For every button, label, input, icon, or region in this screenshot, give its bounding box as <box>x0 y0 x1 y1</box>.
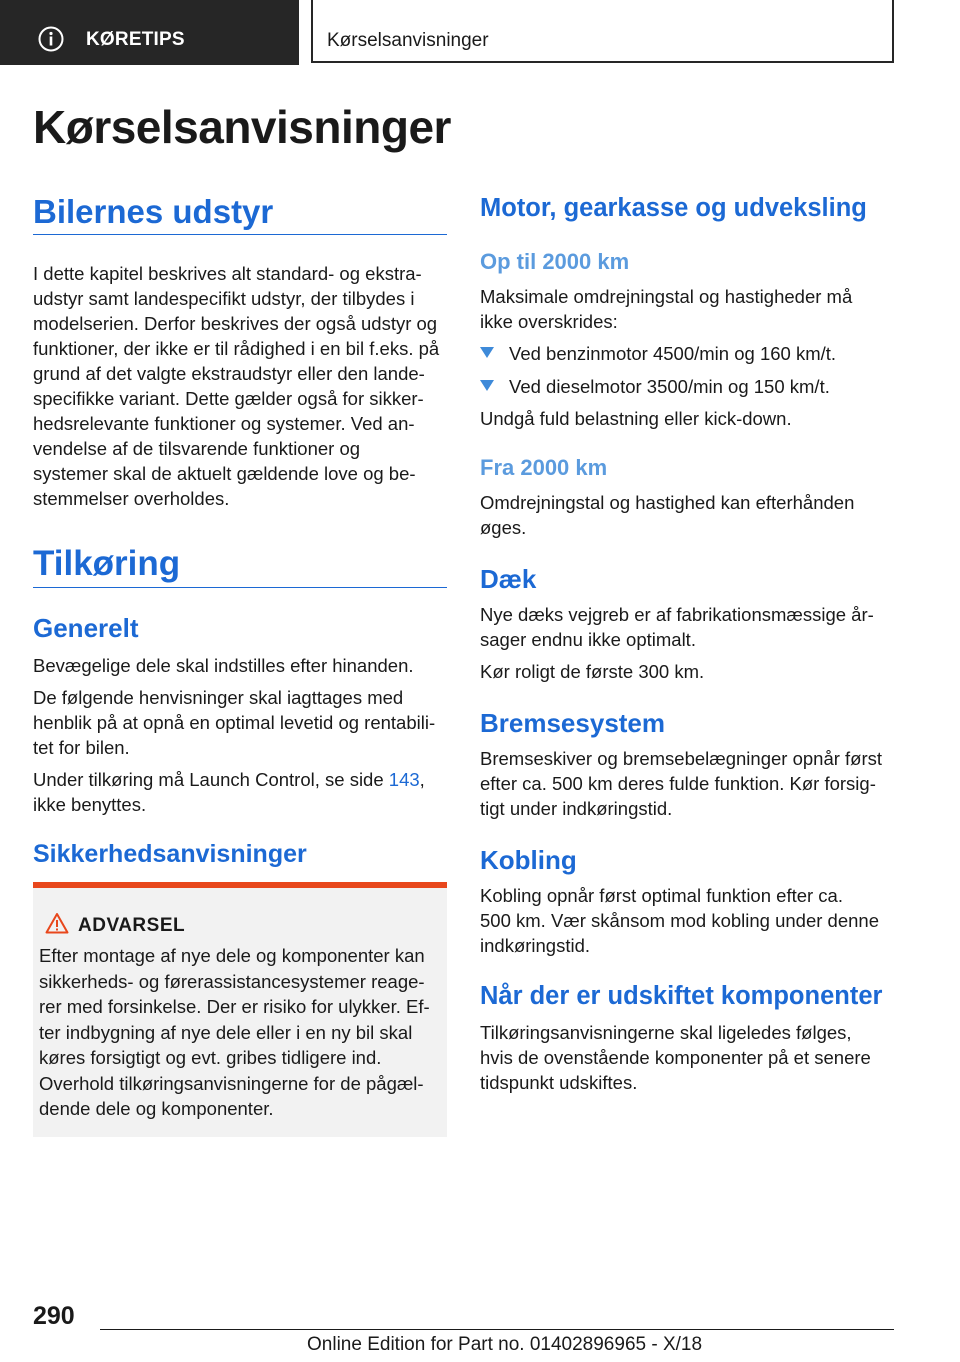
footer-divider <box>100 1329 894 1330</box>
upto-after-text: Undgå fuld belastning eller kick-down. <box>480 408 792 429</box>
tyres-p2: Kør roligt de første 300 km. <box>480 661 705 682</box>
page-number: 290 <box>33 1302 75 1330</box>
heading-tyres: Dæk <box>480 564 537 594</box>
heading-engine: Motor, gearkasse og udveksling <box>480 194 867 222</box>
heading-from-2000: Fra 2000 km <box>480 455 608 480</box>
replaced-text: Tilkøringsanvisningerne skal ligeledes følges, hvis de ovenstående komponenter på et senere tidspunkt udskiftes. <box>480 1022 871 1093</box>
upto-text: Maksimale omdrejningstal og hastigheder må ikke overskrides: <box>480 286 853 332</box>
bullet-triangle-icon <box>480 380 494 391</box>
equipment-text: I dette kapitel beskrives alt standard- og ekstra- udstyr samt landespecifikt udstyr, der tilbydes i modelserien. Derfor beskrives der også udstyr og funktioner, der ikke er til rådighed i en bil f.eks. på grund af det valgte ekstraudstyr eller den lande- specifikke variant. Dette gælder også for sikker- hedsrelevante funktioner og systemer. Ved an- vendelse af de tilsvarende funktioner og systemer skal de aktuelt gældende love og be- stemmelser overholdes. <box>33 263 440 509</box>
info-icon <box>38 26 64 52</box>
page-header <box>0 0 960 65</box>
warning-title: ADVARSEL <box>78 915 186 936</box>
warning-triangle-icon <box>45 912 69 934</box>
general-p1: Bevægelige dele skal indstilles efter hinanden. <box>33 655 414 676</box>
heading-breakin: Tilkøring <box>33 544 447 588</box>
general-p2: De følgende henvisninger skal iagttages med henblik på at opnå en optimal levetid og rentabili- tet for bilen. <box>33 687 436 758</box>
edition-text: Online Edition for Part no. 01402896965 - X/18 <box>307 1334 703 1355</box>
chapter-tab <box>311 0 894 63</box>
bullet-triangle-icon <box>480 347 494 358</box>
heading-general: Generelt <box>33 613 139 643</box>
tyres-p1: Nye dæks vejgreb er af fabrikationsmæssige år- sager endnu ikke optimalt. <box>480 604 874 650</box>
heading-equipment: Bilernes udstyr <box>33 193 447 235</box>
heading-upto-2000: Op til 2000 km <box>480 249 630 274</box>
heading-brakes: Bremsesystem <box>480 708 666 738</box>
general-p3: Under tilkøring må Launch Control, se side 143, ikke benyttes. <box>33 769 425 815</box>
chapter-title: Kørselsanvisninger <box>327 30 489 51</box>
heading-safety: Sikkerhedsanvisninger <box>33 840 307 868</box>
heading-replaced: Når der er udskiftet komponenter <box>480 982 883 1010</box>
warning-text: Efter montage af nye dele og komponenter kan sikkerheds- og førerassistancesystemer reage- rer med forsinkelse. Der er risiko for ulykker. Ef- ter indbygning af nye dele eller i en ny bil skal køres forsigtigt og evt. gribes tidligere ind. Overhold tilkøringsanvisningerne for de pågæl- dende dele og komponenter. <box>39 945 430 1119</box>
section-label: KØRETIPS <box>86 29 185 50</box>
heading-clutch: Kobling <box>480 845 577 875</box>
section-tab <box>0 0 299 65</box>
page-link-143[interactable]: 143 <box>388 769 420 790</box>
warning-box <box>33 882 447 1137</box>
clutch-text: Kobling opnår først optimal funktion efter ca. 500 km. Vær skånsom mod kobling under denne indkøringstid. <box>480 885 879 956</box>
page-title: Kørselsanvisninger <box>33 101 451 153</box>
from-text: Omdrejningstal og hastighed kan efterhånden øges. <box>480 492 855 538</box>
brakes-text: Bremseskiver og bremsebelægninger opnår først efter ca. 500 km deres fulde funktion. Kør forsig- tigt under indkøringstid. <box>480 748 883 819</box>
